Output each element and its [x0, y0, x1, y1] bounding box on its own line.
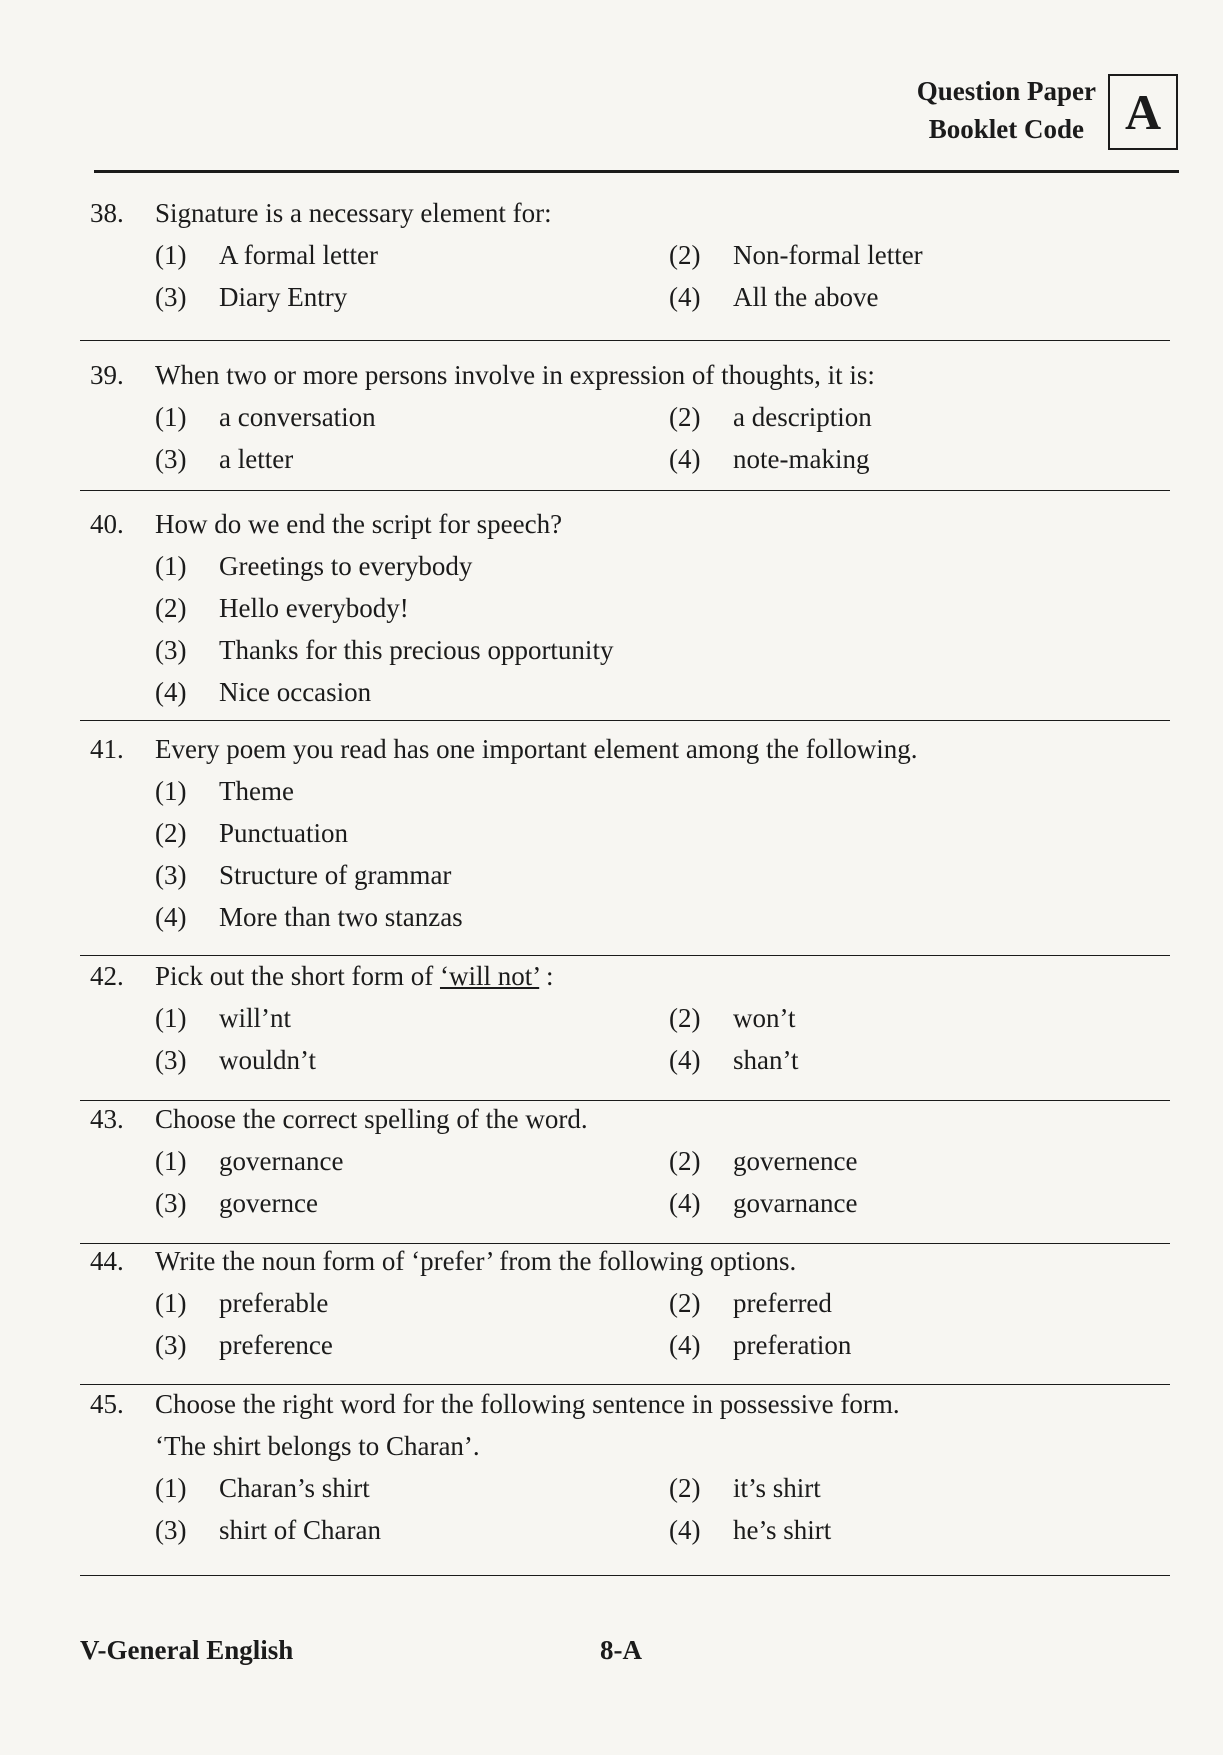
option-text: wouldn’t: [219, 1044, 317, 1075]
option-1: [155, 997, 669, 1039]
question-divider: [80, 490, 1170, 491]
option-1: [155, 1467, 669, 1509]
booklet-code-label: [917, 72, 1096, 148]
option-number: (4): [155, 676, 187, 707]
option-3: [155, 1182, 669, 1224]
option-3: [155, 1039, 669, 1081]
option-2: [669, 1282, 1170, 1324]
booklet-code-header: [917, 72, 1178, 150]
option-number: (2): [155, 817, 187, 848]
option-3: [155, 438, 669, 480]
option-text: governance: [219, 1145, 344, 1176]
option-1: [155, 545, 1170, 587]
question-text: Choose the right word for the following sentence in possessive form.: [155, 1388, 900, 1419]
option-text: Hello everybody!: [219, 592, 409, 623]
option-3: [155, 854, 1170, 896]
question-number: 41.: [90, 733, 124, 764]
question-39: [90, 354, 1170, 480]
option-text: will’nt: [219, 1002, 291, 1033]
option-number: (4): [669, 443, 701, 474]
option-text: Non-formal letter: [733, 239, 923, 270]
option-text: Greetings to everybody: [219, 550, 473, 581]
option-text: he’s shirt: [733, 1514, 832, 1545]
option-number: (4): [669, 281, 701, 312]
option-text: More than two stanzas: [219, 901, 463, 932]
option-number: (1): [155, 239, 187, 270]
question-text-before: Pick out the short form of: [155, 960, 440, 991]
option-4: [669, 1324, 1170, 1366]
option-number: (4): [669, 1514, 701, 1545]
option-number: (4): [669, 1187, 701, 1218]
option-text: a description: [733, 401, 872, 432]
question-44: [90, 1240, 1170, 1366]
question-divider: [80, 340, 1170, 341]
option-number: (2): [155, 592, 187, 623]
option-number: (1): [155, 550, 187, 581]
option-number: (2): [669, 401, 701, 432]
option-text: a conversation: [219, 401, 376, 432]
question-number: 45.: [90, 1388, 124, 1419]
option-1: [155, 1282, 669, 1324]
option-4: [669, 276, 1170, 318]
option-3: [155, 1324, 669, 1366]
option-1: [155, 1140, 669, 1182]
option-number: (2): [669, 1287, 701, 1318]
question-number: 43.: [90, 1103, 124, 1134]
option-number: (4): [155, 901, 187, 932]
question-number: 40.: [90, 508, 124, 539]
option-number: (2): [669, 1145, 701, 1176]
option-text: shirt of Charan: [219, 1514, 381, 1545]
option-text: Nice occasion: [219, 676, 372, 707]
question-divider: [80, 720, 1170, 721]
option-number: (3): [155, 634, 187, 665]
question-text: Write the noun form of ‘prefer’ from the following options.: [155, 1245, 797, 1276]
question-text: [155, 961, 1170, 992]
option-3: [155, 276, 669, 318]
option-text: Punctuation: [219, 817, 348, 848]
options: [90, 545, 1170, 713]
option-text: governence: [733, 1145, 858, 1176]
option-2: [155, 812, 1170, 854]
booklet-code-box: A: [1108, 74, 1178, 150]
question-42: [90, 955, 1170, 1081]
option-number: (2): [669, 1472, 701, 1503]
question-40: [90, 503, 1170, 713]
option-1: [155, 234, 669, 276]
option-text: Structure of grammar: [219, 859, 452, 890]
option-text: Thanks for this precious opportunity: [219, 634, 614, 665]
option-4: [155, 896, 1170, 938]
option-4: [669, 1039, 1170, 1081]
option-number: (1): [155, 1287, 187, 1318]
options: [90, 234, 1170, 318]
option-text: govarnance: [733, 1187, 858, 1218]
option-number: (4): [669, 1044, 701, 1075]
option-4: [155, 671, 1170, 713]
option-text: Diary Entry: [219, 281, 348, 312]
question-text-underlined: ‘will not’: [439, 960, 540, 991]
question-43: [90, 1098, 1170, 1224]
question-number: 44.: [90, 1245, 124, 1276]
option-number: (1): [155, 1472, 187, 1503]
option-text: it’s shirt: [733, 1472, 821, 1503]
option-text: Theme: [219, 775, 294, 806]
option-number: (3): [155, 1514, 187, 1545]
option-number: (2): [669, 239, 701, 270]
option-2: [669, 997, 1170, 1039]
option-3: [155, 629, 1170, 671]
question-number: 39.: [90, 359, 124, 390]
option-2: [669, 396, 1170, 438]
option-1: [155, 396, 669, 438]
footer-page-number: 8-A: [600, 1635, 642, 1665]
option-number: (2): [669, 1002, 701, 1033]
booklet-code-label-line2: Booklet Code: [928, 114, 1084, 144]
option-2: [669, 1467, 1170, 1509]
option-text: preferable: [219, 1287, 329, 1318]
option-1: [155, 770, 1170, 812]
options: [90, 770, 1170, 938]
option-text: note-making: [733, 443, 870, 474]
option-3: [155, 1509, 669, 1551]
option-number: (3): [155, 1044, 187, 1075]
question-41: [90, 728, 1170, 938]
options: [90, 997, 1170, 1081]
question-number: 38.: [90, 197, 124, 228]
option-number: (1): [155, 1002, 187, 1033]
question-38: [90, 192, 1170, 318]
option-number: (1): [155, 1145, 187, 1176]
option-4: [669, 438, 1170, 480]
option-number: (1): [155, 401, 187, 432]
question-text-after: :: [539, 960, 554, 991]
booklet-code-label-line1: Question Paper: [916, 76, 1096, 106]
question-text: Signature is a necessary element for:: [155, 197, 552, 228]
question-text: When two or more persons involve in expression of thoughts, it is:: [155, 359, 875, 390]
option-4: [669, 1182, 1170, 1224]
option-number: (4): [669, 1329, 701, 1360]
question-45: [90, 1383, 1170, 1551]
option-text: shan’t: [733, 1044, 799, 1075]
options: [90, 1467, 1170, 1551]
option-2: [669, 234, 1170, 276]
option-text: a letter: [219, 443, 294, 474]
option-number: (1): [155, 775, 187, 806]
option-number: (3): [155, 859, 187, 890]
header-divider: [94, 170, 1179, 173]
options: [90, 1282, 1170, 1366]
question-text: How do we end the script for speech?: [155, 508, 563, 539]
option-text: won’t: [733, 1002, 796, 1033]
question-number: 42.: [90, 960, 124, 991]
option-text: Charan’s shirt: [219, 1472, 370, 1503]
footer-subject: V-General English: [80, 1635, 294, 1665]
option-text: preferation: [733, 1329, 852, 1360]
question-text: Every poem you read has one important element among the following.: [155, 733, 918, 764]
option-text: preferred: [733, 1287, 832, 1318]
option-2: [155, 587, 1170, 629]
option-number: (3): [155, 1187, 187, 1218]
question-divider: [80, 1575, 1170, 1576]
option-4: [669, 1509, 1170, 1551]
option-number: (3): [155, 1329, 187, 1360]
question-text: Choose the correct spelling of the word.: [155, 1103, 588, 1134]
option-number: (3): [155, 443, 187, 474]
options: [90, 396, 1170, 480]
option-2: [669, 1140, 1170, 1182]
option-text: All the above: [733, 281, 879, 312]
question-sentence: ‘The shirt belongs to Charan’.: [155, 1430, 480, 1461]
options: [90, 1140, 1170, 1224]
option-text: governce: [219, 1187, 318, 1218]
option-number: (3): [155, 281, 187, 312]
option-text: preference: [219, 1329, 333, 1360]
option-text: A formal letter: [219, 239, 378, 270]
